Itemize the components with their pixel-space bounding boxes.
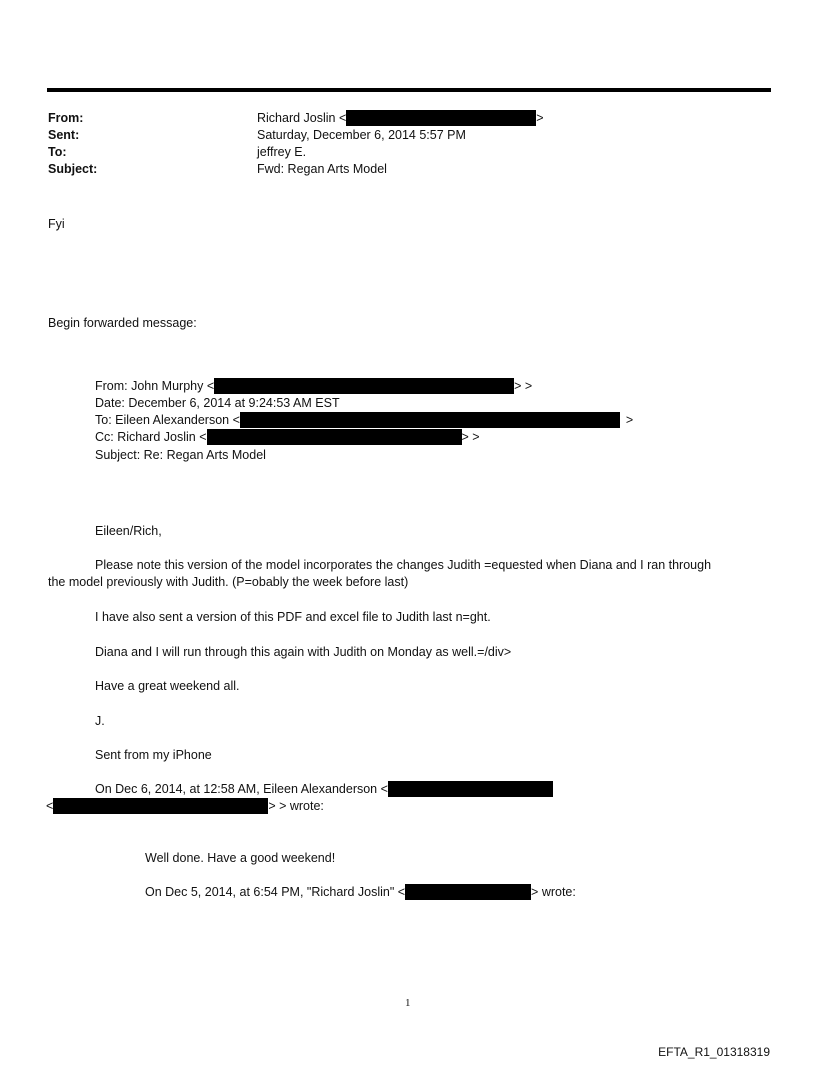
fwd-to-line [95,412,633,428]
redaction [405,884,531,900]
sent-value: Saturday, December 6, 2014 5:57 PM [257,128,466,142]
redaction [240,412,620,428]
begin-forwarded: Begin forwarded message: [48,316,197,330]
to-label: To: [48,145,67,159]
fwd-cc-line [95,429,480,445]
document-id: EFTA_R1_01318319 [658,1045,770,1059]
fwd-date: Date: December 6, 2014 at 9:24:53 AM EST [95,396,340,410]
subject-value: Fwd: Regan Arts Model [257,162,387,176]
page-number: 1 [405,997,411,1009]
redaction [207,429,462,445]
quote-intro-close: > > wrote: [268,799,324,813]
para1-line2: the model previously with Judith. (P=obably the week before last) [48,575,409,589]
subject-label: Subject: [48,162,98,176]
signature: Sent from my iPhone [95,748,212,762]
para1-line1: Please note this version of the model incorporates the changes Judith =equested when Diana and I ran through [95,558,712,572]
from-value: Richard Joslin < [257,111,347,125]
nested-quote-intro: On Dec 5, 2014, at 6:54 PM, "Richard Joslin" < [145,885,406,899]
fwd-from: From: John Murphy < [95,379,215,393]
quote-intro-line1-row [95,781,553,797]
redaction [346,110,536,126]
fwd-cc: Cc: Richard Joslin < [95,430,207,444]
greeting: Eileen/Rich, [95,524,162,538]
fwd-to: To: Eileen Alexanderson < [95,413,240,427]
fwd-cc-close: > > [461,430,480,444]
quote-intro-open: < [46,799,54,813]
from-label: From: [48,111,84,125]
fwd-subject: Subject: Re: Regan Arts Model [95,448,266,462]
redaction [53,798,268,814]
nested-message: Well done. Have a good weekend! [145,851,336,865]
fwd-to-close: > [625,413,634,427]
sent-label: Sent: [48,128,80,142]
para3: Diana and I will run through this again with Judith on Monday as well.=/div> [95,645,512,659]
nested-quote-row [145,884,576,900]
header-rule [47,88,771,92]
quote-intro-line1: On Dec 6, 2014, at 12:58 AM, Eileen Alexanderson < [95,782,388,796]
fwd-from-line [95,378,532,394]
nested-quote-close: > wrote: [531,885,576,899]
fwd-from-close: > > [514,379,533,393]
signoff: J. [95,714,105,728]
from-line [257,110,544,126]
from-close: > [536,111,544,125]
quote-intro-line2-row [46,798,324,814]
para4: Have a great weekend all. [95,679,240,693]
redaction [388,781,553,797]
to-value: jeffrey E. [257,145,307,159]
redaction [214,378,514,394]
para2: I have also sent a version of this PDF and excel file to Judith last n=ght. [95,610,491,624]
fyi-text: Fyi [48,217,65,231]
